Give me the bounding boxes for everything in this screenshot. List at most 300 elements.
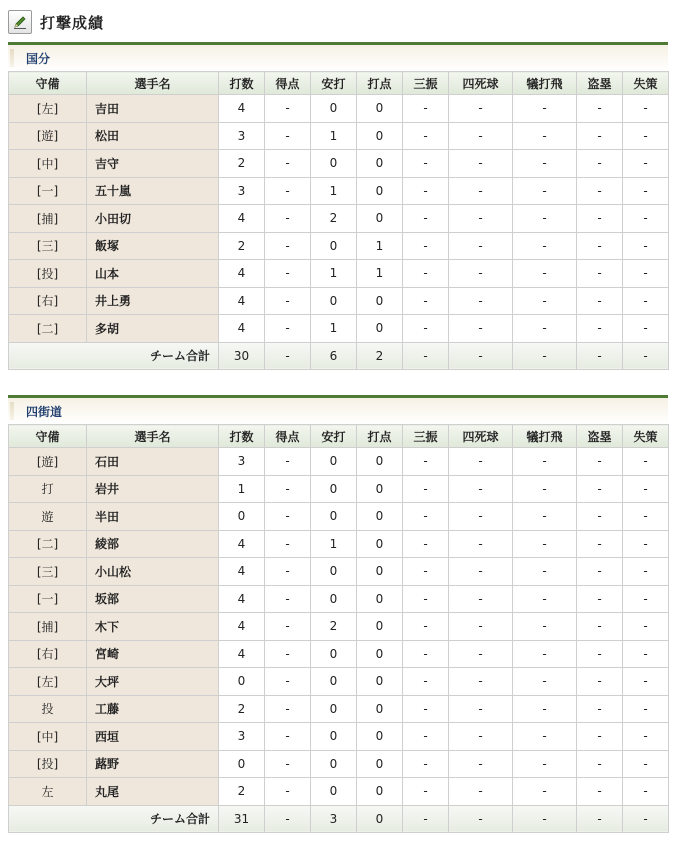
- stat-cell: -: [623, 503, 669, 531]
- position-cell: [捕]: [9, 613, 87, 641]
- position-cell: 遊: [9, 503, 87, 531]
- stat-cell: 3: [219, 448, 265, 476]
- stat-cell: 0: [311, 287, 357, 315]
- position-cell: 左: [9, 778, 87, 806]
- stat-cell: -: [577, 558, 623, 586]
- stat-cell: -: [513, 613, 577, 641]
- stat-cell: -: [577, 695, 623, 723]
- table-row: [9, 448, 669, 476]
- table-row: [9, 95, 669, 123]
- stat-cell: 0: [357, 558, 403, 586]
- stat-cell: -: [577, 778, 623, 806]
- stat-cell: -: [403, 613, 449, 641]
- stat-cell: -: [577, 640, 623, 668]
- stat-cell: 0: [311, 558, 357, 586]
- table-row: [9, 750, 669, 778]
- stat-cell: -: [623, 95, 669, 123]
- stat-cell: -: [403, 475, 449, 503]
- position-cell: 投: [9, 695, 87, 723]
- column-header: 四死球: [449, 425, 513, 448]
- stat-cell: -: [403, 260, 449, 288]
- stat-cell: -: [513, 150, 577, 178]
- table-row: [9, 558, 669, 586]
- stat-cell: -: [577, 448, 623, 476]
- position-cell: [二]: [9, 530, 87, 558]
- position-cell: [左]: [9, 668, 87, 696]
- stat-cell: -: [577, 530, 623, 558]
- stat-cell: -: [449, 150, 513, 178]
- stat-cell: 0: [311, 232, 357, 260]
- total-stat-cell: -: [513, 342, 577, 370]
- team-name: 四街道: [26, 404, 63, 419]
- stat-cell: 0: [219, 503, 265, 531]
- total-stat-cell: -: [265, 805, 311, 833]
- stat-cell: -: [577, 475, 623, 503]
- stat-cell: 0: [357, 750, 403, 778]
- stat-cell: -: [513, 232, 577, 260]
- position-cell: [左]: [9, 95, 87, 123]
- stat-cell: -: [623, 558, 669, 586]
- player-name-cell: 丸尾: [87, 778, 219, 806]
- table-row: [9, 287, 669, 315]
- player-name-cell: 多胡: [87, 315, 219, 343]
- stat-cell: 1: [219, 475, 265, 503]
- stat-cell: -: [403, 448, 449, 476]
- stat-cell: -: [449, 177, 513, 205]
- position-cell: [一]: [9, 177, 87, 205]
- stat-cell: -: [265, 530, 311, 558]
- stat-cell: -: [449, 640, 513, 668]
- stat-cell: -: [403, 503, 449, 531]
- team-section-1: [8, 42, 668, 370]
- player-name-cell: 山本: [87, 260, 219, 288]
- column-header: 守備: [9, 72, 87, 95]
- stat-cell: -: [265, 315, 311, 343]
- stat-cell: -: [265, 260, 311, 288]
- table-row: [9, 530, 669, 558]
- team-name: 国分: [26, 51, 51, 66]
- table-row: [9, 640, 669, 668]
- stat-cell: -: [623, 750, 669, 778]
- total-stat-cell: -: [403, 342, 449, 370]
- stat-cell: 0: [311, 95, 357, 123]
- stat-cell: -: [403, 287, 449, 315]
- position-cell: [右]: [9, 287, 87, 315]
- stat-cell: -: [449, 530, 513, 558]
- stat-cell: -: [449, 695, 513, 723]
- team-flag: [10, 402, 14, 420]
- stat-cell: -: [513, 668, 577, 696]
- stat-cell: -: [449, 260, 513, 288]
- team-total-label: チーム合計: [9, 805, 219, 833]
- table-row: [9, 585, 669, 613]
- stat-cell: -: [265, 558, 311, 586]
- stat-cell: -: [403, 530, 449, 558]
- stat-cell: -: [265, 150, 311, 178]
- position-cell: [三]: [9, 232, 87, 260]
- stat-cell: -: [449, 287, 513, 315]
- stat-cell: -: [577, 260, 623, 288]
- stat-cell: 1: [357, 232, 403, 260]
- team-header: [8, 42, 668, 71]
- stat-cell: -: [577, 585, 623, 613]
- stat-cell: 1: [311, 122, 357, 150]
- stat-cell: 4: [219, 95, 265, 123]
- stat-cell: -: [513, 95, 577, 123]
- column-header: 犠打飛: [513, 425, 577, 448]
- stat-cell: 0: [311, 668, 357, 696]
- stat-cell: -: [513, 640, 577, 668]
- stat-cell: -: [403, 122, 449, 150]
- stat-cell: 0: [357, 205, 403, 233]
- stat-cell: -: [449, 448, 513, 476]
- stat-cell: 0: [357, 475, 403, 503]
- stat-cell: -: [449, 723, 513, 751]
- stat-cell: -: [577, 503, 623, 531]
- stat-cell: 0: [357, 723, 403, 751]
- stat-cell: 4: [219, 558, 265, 586]
- stat-cell: -: [623, 668, 669, 696]
- stat-cell: -: [577, 287, 623, 315]
- stat-cell: -: [513, 530, 577, 558]
- stat-cell: -: [265, 778, 311, 806]
- stat-cell: -: [403, 177, 449, 205]
- table-row: [9, 778, 669, 806]
- column-header: 失策: [623, 72, 669, 95]
- stat-cell: -: [513, 585, 577, 613]
- stat-cell: -: [623, 778, 669, 806]
- stat-cell: -: [623, 613, 669, 641]
- stat-cell: 1: [311, 315, 357, 343]
- player-name-cell: 木下: [87, 613, 219, 641]
- stat-cell: 0: [311, 503, 357, 531]
- total-stat-cell: -: [513, 805, 577, 833]
- stat-cell: 0: [357, 778, 403, 806]
- player-name-cell: 飯塚: [87, 232, 219, 260]
- stat-cell: -: [265, 750, 311, 778]
- stat-cell: -: [623, 585, 669, 613]
- total-stat-cell: 6: [311, 342, 357, 370]
- table-row: [9, 177, 669, 205]
- stat-cell: -: [513, 177, 577, 205]
- stat-cell: -: [449, 475, 513, 503]
- stat-cell: -: [623, 315, 669, 343]
- stat-cell: -: [449, 558, 513, 586]
- stat-cell: -: [449, 613, 513, 641]
- batting-table: [8, 71, 669, 370]
- position-cell: [遊]: [9, 448, 87, 476]
- table-row: [9, 695, 669, 723]
- stat-cell: 3: [219, 122, 265, 150]
- stat-cell: -: [623, 475, 669, 503]
- player-name-cell: 工藤: [87, 695, 219, 723]
- batting-table: [8, 424, 669, 833]
- stat-cell: 0: [357, 640, 403, 668]
- stat-cell: -: [513, 750, 577, 778]
- stat-cell: 0: [357, 530, 403, 558]
- stat-cell: 4: [219, 260, 265, 288]
- stat-cell: -: [577, 177, 623, 205]
- stat-cell: 3: [219, 723, 265, 751]
- stat-cell: -: [403, 558, 449, 586]
- team-section-2: [8, 395, 668, 833]
- stat-cell: 0: [357, 177, 403, 205]
- stat-cell: -: [403, 232, 449, 260]
- stat-cell: 3: [219, 177, 265, 205]
- position-cell: [遊]: [9, 122, 87, 150]
- stat-cell: -: [265, 287, 311, 315]
- column-header: 四死球: [449, 72, 513, 95]
- stat-cell: -: [623, 177, 669, 205]
- column-header: 打点: [357, 425, 403, 448]
- page-header: [8, 8, 104, 36]
- stat-cell: -: [265, 122, 311, 150]
- column-header: 打点: [357, 72, 403, 95]
- column-header: 三振: [403, 72, 449, 95]
- stat-cell: -: [513, 778, 577, 806]
- stat-cell: 4: [219, 315, 265, 343]
- stat-cell: -: [577, 232, 623, 260]
- column-header: 選手名: [87, 72, 219, 95]
- stat-cell: 2: [219, 232, 265, 260]
- table-row: [9, 122, 669, 150]
- player-name-cell: 石田: [87, 448, 219, 476]
- stat-cell: 0: [311, 150, 357, 178]
- total-stat-cell: -: [623, 342, 669, 370]
- stat-cell: -: [513, 723, 577, 751]
- stat-cell: -: [403, 695, 449, 723]
- table-row: [9, 150, 669, 178]
- pencil-icon: [8, 10, 32, 34]
- stat-cell: 4: [219, 530, 265, 558]
- stat-cell: -: [449, 122, 513, 150]
- position-cell: [右]: [9, 640, 87, 668]
- stat-cell: -: [623, 695, 669, 723]
- column-header: 失策: [623, 425, 669, 448]
- stat-cell: 0: [311, 585, 357, 613]
- position-cell: [中]: [9, 723, 87, 751]
- stat-cell: 0: [357, 150, 403, 178]
- stat-cell: 0: [357, 668, 403, 696]
- stat-cell: -: [577, 750, 623, 778]
- stat-cell: -: [449, 95, 513, 123]
- stat-cell: 0: [219, 750, 265, 778]
- stat-cell: -: [403, 640, 449, 668]
- player-name-cell: 小山松: [87, 558, 219, 586]
- stat-cell: -: [403, 750, 449, 778]
- stat-cell: 0: [357, 448, 403, 476]
- position-cell: [三]: [9, 558, 87, 586]
- stat-cell: 2: [219, 150, 265, 178]
- column-header: 盗塁: [577, 425, 623, 448]
- position-cell: [中]: [9, 150, 87, 178]
- stat-cell: 0: [357, 122, 403, 150]
- stat-cell: 1: [311, 530, 357, 558]
- stat-cell: 0: [357, 503, 403, 531]
- stat-cell: -: [449, 232, 513, 260]
- stat-cell: -: [449, 315, 513, 343]
- player-name-cell: 井上勇: [87, 287, 219, 315]
- stat-cell: -: [623, 150, 669, 178]
- stat-cell: 2: [219, 778, 265, 806]
- stat-cell: -: [449, 585, 513, 613]
- stat-cell: -: [513, 558, 577, 586]
- stat-cell: 0: [357, 287, 403, 315]
- total-stat-cell: 30: [219, 342, 265, 370]
- column-header: 打数: [219, 425, 265, 448]
- stat-cell: -: [403, 723, 449, 751]
- stat-cell: -: [623, 260, 669, 288]
- total-stat-cell: -: [449, 342, 513, 370]
- stat-cell: -: [513, 448, 577, 476]
- stat-cell: 4: [219, 640, 265, 668]
- stat-cell: -: [577, 205, 623, 233]
- stat-cell: -: [265, 640, 311, 668]
- stat-cell: -: [449, 750, 513, 778]
- stat-cell: -: [449, 205, 513, 233]
- table-row: [9, 205, 669, 233]
- column-header: 得点: [265, 72, 311, 95]
- stat-cell: 4: [219, 205, 265, 233]
- stat-cell: -: [513, 287, 577, 315]
- table-row: [9, 668, 669, 696]
- stat-cell: -: [449, 668, 513, 696]
- stat-cell: -: [265, 475, 311, 503]
- stat-cell: -: [265, 668, 311, 696]
- stat-cell: -: [513, 205, 577, 233]
- player-name-cell: 西垣: [87, 723, 219, 751]
- stat-cell: -: [513, 695, 577, 723]
- header-row: [9, 425, 669, 448]
- stat-cell: -: [403, 315, 449, 343]
- stat-cell: -: [577, 95, 623, 123]
- table-row: [9, 475, 669, 503]
- player-name-cell: 大坪: [87, 668, 219, 696]
- stat-cell: 0: [357, 613, 403, 641]
- stat-cell: -: [513, 475, 577, 503]
- total-stat-cell: -: [265, 342, 311, 370]
- position-cell: 打: [9, 475, 87, 503]
- stat-cell: 0: [311, 475, 357, 503]
- column-header: 三振: [403, 425, 449, 448]
- total-stat-cell: 0: [357, 805, 403, 833]
- stat-cell: -: [265, 205, 311, 233]
- position-cell: [二]: [9, 315, 87, 343]
- column-header: 得点: [265, 425, 311, 448]
- stat-cell: -: [623, 448, 669, 476]
- table-row: [9, 315, 669, 343]
- stat-cell: 0: [357, 695, 403, 723]
- stat-cell: -: [403, 150, 449, 178]
- stat-cell: -: [577, 150, 623, 178]
- player-name-cell: 小田切: [87, 205, 219, 233]
- stat-cell: -: [577, 122, 623, 150]
- stat-cell: -: [623, 723, 669, 751]
- player-name-cell: 宮崎: [87, 640, 219, 668]
- player-name-cell: 岩井: [87, 475, 219, 503]
- stat-cell: -: [623, 205, 669, 233]
- page-title: 打撃成績: [40, 13, 105, 32]
- total-stat-cell: -: [577, 805, 623, 833]
- stat-cell: -: [577, 315, 623, 343]
- player-name-cell: 坂部: [87, 585, 219, 613]
- total-stat-cell: -: [403, 805, 449, 833]
- total-stat-cell: 3: [311, 805, 357, 833]
- player-name-cell: 松田: [87, 122, 219, 150]
- column-header: 選手名: [87, 425, 219, 448]
- stat-cell: -: [265, 503, 311, 531]
- stat-cell: -: [623, 232, 669, 260]
- column-header: 安打: [311, 72, 357, 95]
- column-header: 安打: [311, 425, 357, 448]
- stat-cell: -: [513, 315, 577, 343]
- stat-cell: -: [513, 122, 577, 150]
- stat-cell: -: [403, 778, 449, 806]
- column-header: 打数: [219, 72, 265, 95]
- stat-cell: 0: [311, 723, 357, 751]
- stat-cell: -: [577, 668, 623, 696]
- stat-cell: 1: [311, 260, 357, 288]
- stat-cell: -: [403, 668, 449, 696]
- total-stat-cell: -: [577, 342, 623, 370]
- player-name-cell: 五十嵐: [87, 177, 219, 205]
- stat-cell: -: [265, 723, 311, 751]
- stat-cell: 4: [219, 287, 265, 315]
- player-name-cell: 吉守: [87, 150, 219, 178]
- stat-cell: -: [265, 177, 311, 205]
- column-header: 守備: [9, 425, 87, 448]
- stat-cell: 2: [219, 695, 265, 723]
- stat-cell: -: [623, 530, 669, 558]
- table-row: [9, 613, 669, 641]
- stat-cell: -: [403, 95, 449, 123]
- stat-cell: 0: [357, 95, 403, 123]
- stat-cell: 1: [357, 260, 403, 288]
- total-stat-cell: -: [623, 805, 669, 833]
- total-stat-cell: 31: [219, 805, 265, 833]
- stat-cell: -: [265, 232, 311, 260]
- stat-cell: 0: [311, 448, 357, 476]
- stat-cell: 0: [357, 315, 403, 343]
- position-cell: [一]: [9, 585, 87, 613]
- player-name-cell: 蕗野: [87, 750, 219, 778]
- stat-cell: 1: [311, 177, 357, 205]
- player-name-cell: 半田: [87, 503, 219, 531]
- stat-cell: -: [577, 613, 623, 641]
- stat-cell: 2: [311, 205, 357, 233]
- stat-cell: -: [449, 503, 513, 531]
- stat-cell: -: [265, 613, 311, 641]
- stat-cell: -: [265, 95, 311, 123]
- team-total-row: [9, 342, 669, 370]
- table-row: [9, 503, 669, 531]
- stat-cell: 0: [311, 640, 357, 668]
- stat-cell: -: [513, 503, 577, 531]
- team-header: [8, 395, 668, 424]
- total-stat-cell: -: [449, 805, 513, 833]
- stat-cell: 0: [219, 668, 265, 696]
- position-cell: [捕]: [9, 205, 87, 233]
- stat-cell: -: [403, 205, 449, 233]
- stat-cell: -: [265, 585, 311, 613]
- stat-cell: -: [265, 448, 311, 476]
- player-name-cell: 綾部: [87, 530, 219, 558]
- table-row: [9, 232, 669, 260]
- team-total-label: チーム合計: [9, 342, 219, 370]
- team-total-row: [9, 805, 669, 833]
- table-row: [9, 723, 669, 751]
- column-header: 犠打飛: [513, 72, 577, 95]
